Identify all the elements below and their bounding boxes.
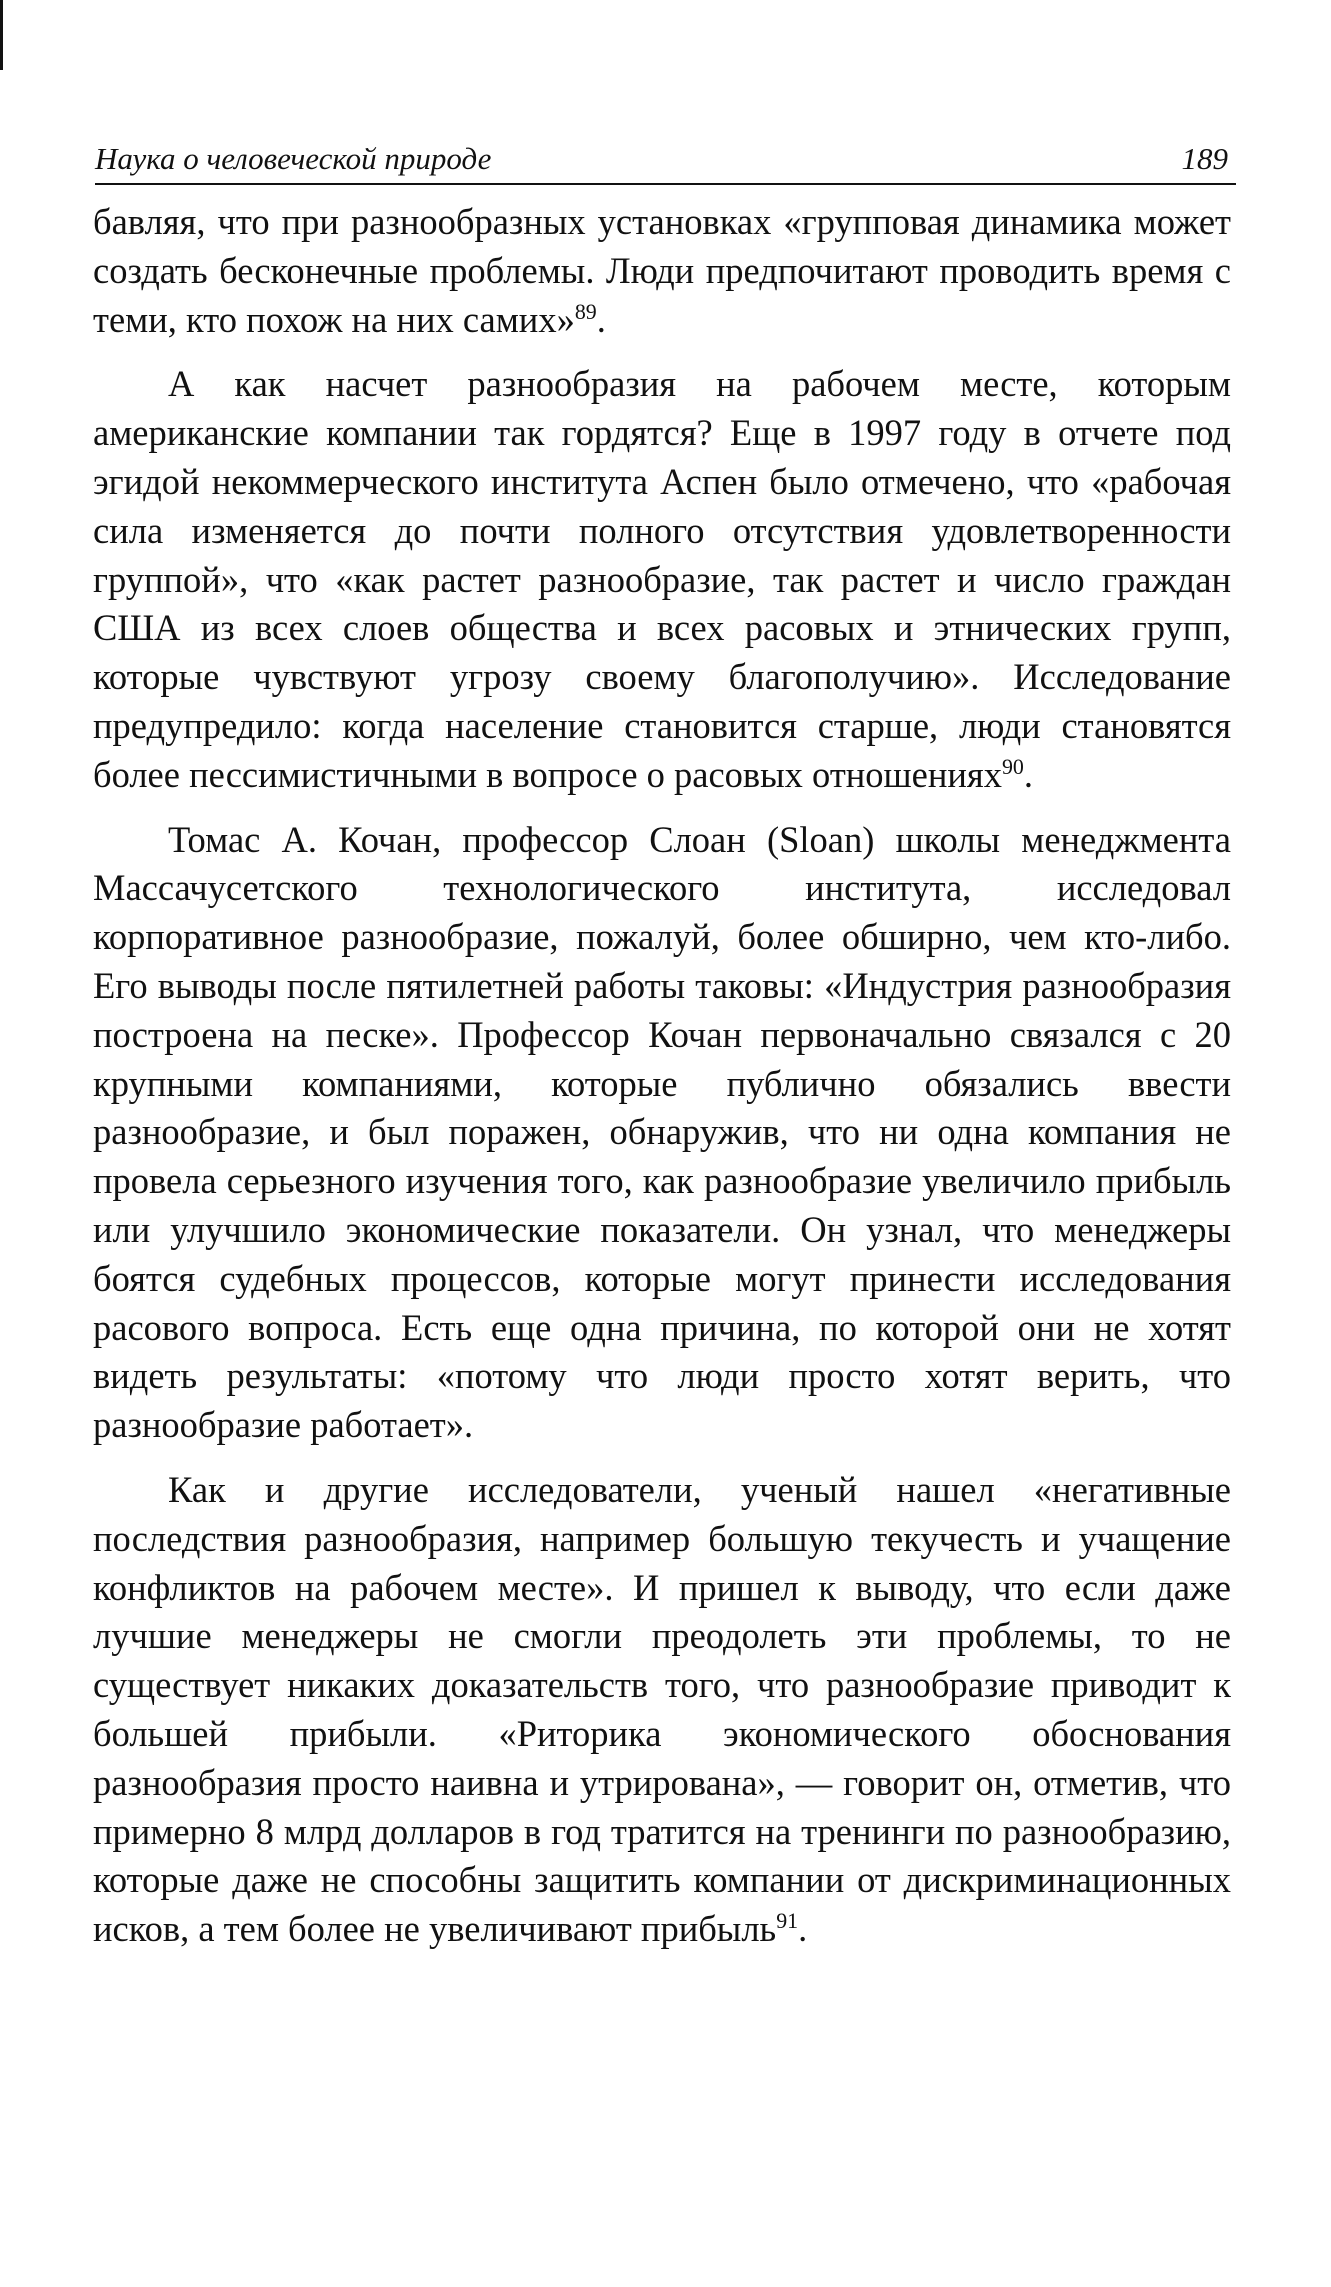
paragraph-tail: . bbox=[596, 298, 606, 340]
page-number: 189 bbox=[1181, 141, 1228, 176]
body-text bbox=[93, 198, 1231, 1970]
footnote-ref-90: 90 bbox=[1001, 753, 1024, 779]
footnote-ref-89: 89 bbox=[574, 298, 597, 324]
running-title: Наука о человеческой природе bbox=[95, 141, 492, 176]
paragraph-kochan-study bbox=[93, 816, 1231, 1450]
paragraph-tail: . bbox=[798, 1908, 808, 1950]
binding-mark bbox=[0, 0, 3, 70]
paragraph-text: Как и другие исследователи, ученый нашел «негативные последствия разнообразия, например большую текучесть и учащение конфликтов на рабочем месте». И пришел к выводу, что если даже лучшие менеджеры не смогли преодолеть эти проблемы, то не существует никаких доказательств того, что разнообразие приводит к большей прибыли. «Риторика экономического обоснования разнообразия просто наивна и утрирована», — говорит он, отметив, что примерно 8 млрд долларов в год тратится на тренинги по разнообразию, которые даже не способны защитить компании от дискриминационных исков, а тем более не увеличивают прибыль bbox=[93, 1468, 1231, 1950]
paragraph-tail: . bbox=[1023, 753, 1033, 795]
paragraph-text: Томас А. Кочан, профессор Слоан (Sloan) школы менеджмента Массачусетского технологического института, исследовал корпоративное разнообразие, пожалуй, более обширно, чем кто-либо. Его выводы после пятилетней работы таковы: «Индустрия разнообразия построена на песке». Профессор Кочан первоначально связался с 20 крупными компаниями, которые публично обязались ввести разнообразие, и был поражен, обнаружив, что ни одна компания не провела серьезного изучения того, как разнообразие увеличило прибыль или улучшило экономические показатели. Он узнал, что менеджеры боятся судебных процессов, которые могут принести исследования расового вопроса. Есть еще одна причина, по которой они не хотят видеть результаты: «потому что люди просто хотят верить, что разнообразие работает». bbox=[93, 818, 1231, 1446]
paragraph-text: А как насчет разнообразия на рабочем месте, которым американские компании так гордятся? Еще в 1997 году в отчете под эгидой некоммерческого института Аспен было отмечено, что «рабочая сила изменяется до почти полного отсутствия удовлетворенности группой», что «как растет разнообразие, так растет и число граждан США из всех слоев общества и всех расовых и этнических групп, которые чувствуют угрозу своему благополучию». Исследование предупредило: когда население становится старше, люди становятся более пессимистичными в вопросе о расовых отношениях bbox=[93, 363, 1231, 795]
footnote-ref-91: 91 bbox=[776, 1907, 799, 1933]
paragraph-continued bbox=[93, 198, 1231, 344]
paragraph-negative-effects bbox=[93, 1466, 1231, 1954]
paragraph-aspen-report bbox=[93, 360, 1231, 799]
paragraph-text: бавляя, что при разнообразных установках «групповая динамика может создать бесконечные проблемы. Люди предпочитают проводить время с теми, кто похож на них самих» bbox=[93, 201, 1231, 340]
running-header bbox=[95, 133, 1236, 185]
